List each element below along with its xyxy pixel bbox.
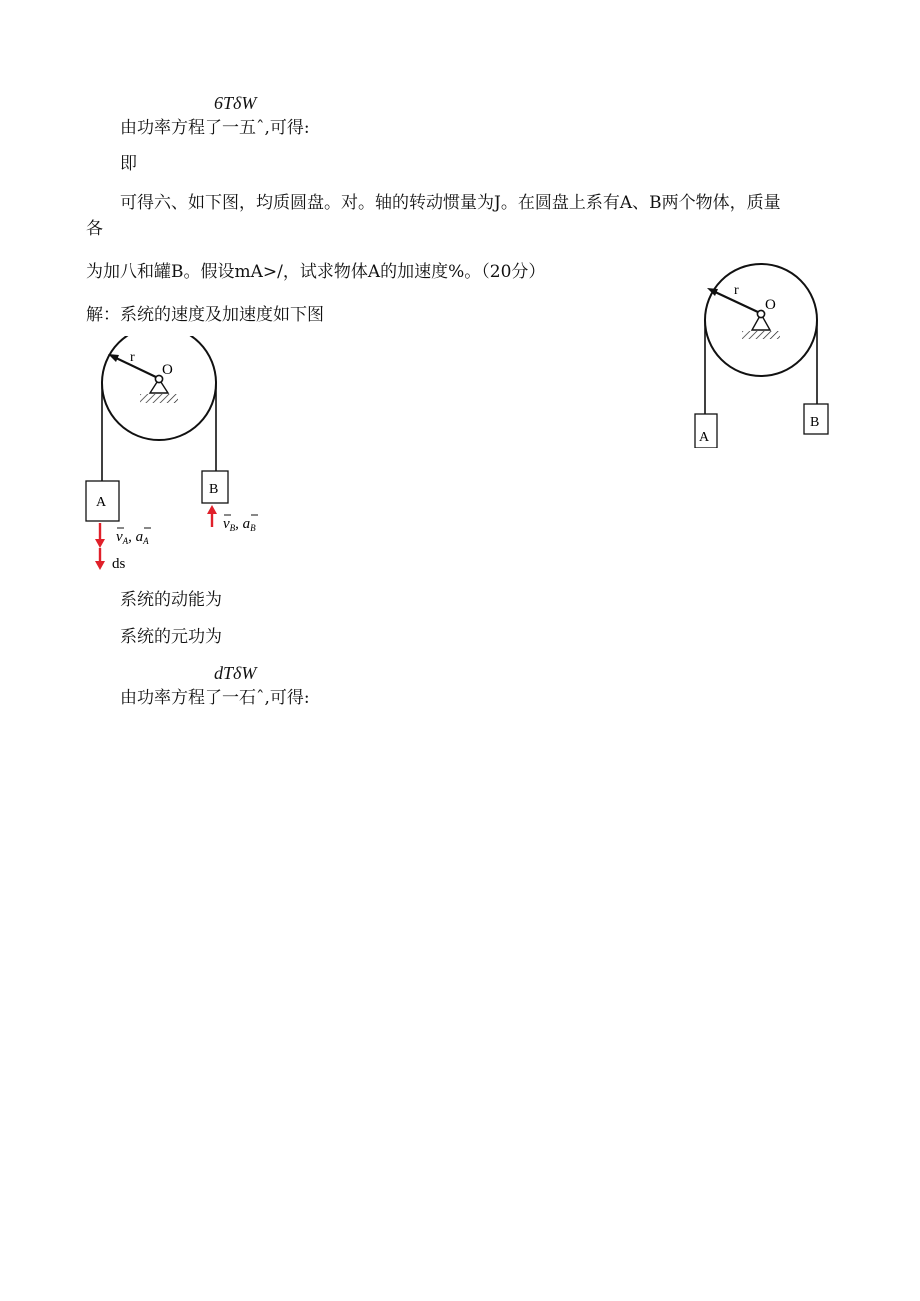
problem-line-1: 可得六、如下图，均质圆盘。对。轴的转动惯量为J。在圆盘上系有A、B两个物体，质量 xyxy=(120,193,781,213)
formula-top: 6TδW xyxy=(214,93,257,113)
velocity-b-arrowhead xyxy=(207,505,217,514)
block-b-label: B xyxy=(810,415,820,430)
ji-text: 即 xyxy=(120,154,137,174)
problem-line-1b: 各 xyxy=(86,219,103,239)
bearing-pin xyxy=(757,310,764,317)
kinetic-energy-text: 系统的动能为 xyxy=(120,590,222,610)
center-label: O xyxy=(765,297,776,313)
displacement-label: ds xyxy=(112,556,126,572)
ground-hatch xyxy=(742,331,780,339)
radius-label: r xyxy=(130,350,135,365)
velocity-accel-a-label: $v_A$, $a_A$ xyxy=(116,529,149,546)
problem-line-2: 为加八和罐B。假设mA>/，试求物体A的加速度%。（20分） xyxy=(86,262,546,282)
center-label: O xyxy=(162,362,173,378)
problem-pulley-figure xyxy=(690,256,830,448)
power-equation-1: 由功率方程了一五ˆ,可得: xyxy=(120,118,310,138)
block-a-label: A xyxy=(699,430,710,445)
formula-bottom: dTδW xyxy=(214,663,257,683)
solution-pulley-figure xyxy=(78,336,288,576)
ground-hatch xyxy=(140,394,178,403)
solution-intro: 解：系统的速度及加速度如下图 xyxy=(86,305,324,325)
velocity-accel-b-label: $v_B$, $a_B$ xyxy=(223,516,256,533)
radius-label: r xyxy=(734,283,739,298)
element-work-text: 系统的元功为 xyxy=(120,627,222,647)
block-b-label: B xyxy=(209,482,219,497)
velocity-a-arrowhead xyxy=(95,539,105,548)
power-equation-2: 由功率方程了一石ˆ,可得: xyxy=(120,688,310,708)
block-a-label: A xyxy=(96,495,107,510)
displacement-arrowhead xyxy=(95,561,105,570)
